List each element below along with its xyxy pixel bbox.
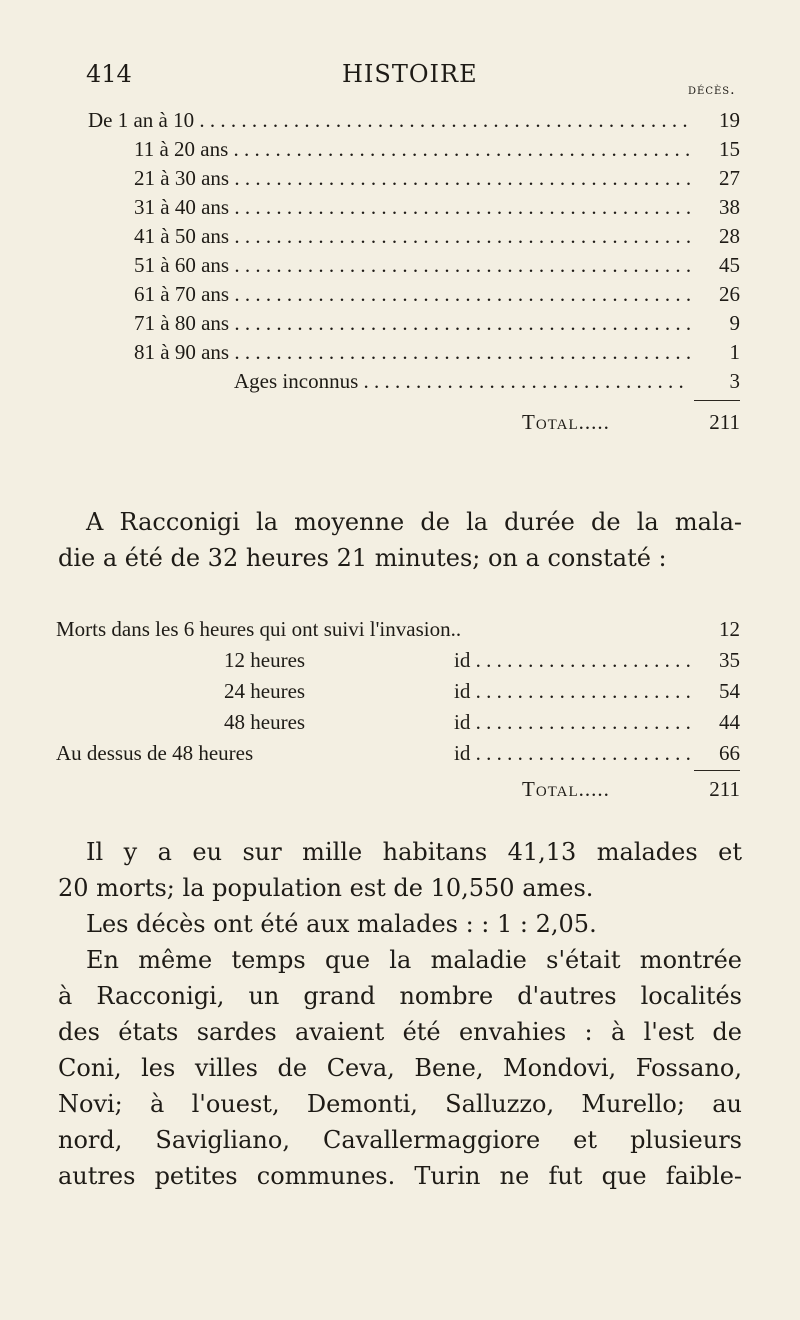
table-row: [0, 617, 800, 647]
age-range-label: 61 à 70 ans . . .: [134, 282, 690, 307]
total-row: [0, 410, 800, 440]
text-line: des états sardes avaient été envahies : à l'est de: [58, 1018, 742, 1046]
death-count: 3: [729, 369, 740, 393]
table-row: [0, 253, 800, 283]
total-label: Total.....: [522, 777, 610, 801]
text-line: nord, Savigliano, Cavallermaggiore et plusieurs: [58, 1126, 742, 1154]
table-row: [0, 679, 800, 709]
id-label: id . . .: [454, 648, 690, 673]
text-line: Coni, les villes de Ceva, Bene, Mondovi, Fossano,: [58, 1054, 742, 1082]
death-count: 44: [719, 710, 740, 734]
id-label: id . . .: [454, 741, 690, 766]
duration-label: 12 heures: [224, 648, 306, 672]
paragraph: [58, 906, 742, 942]
text-line: autres petites communes. Turin ne fut que faible-: [58, 1162, 742, 1190]
paragraph: [58, 834, 742, 906]
death-count: 66: [719, 741, 740, 765]
death-count: 27: [719, 166, 740, 190]
age-range-label: 21 à 30 ans . . .: [134, 166, 690, 191]
id-label: id . . .: [454, 710, 690, 735]
age-range-label: 51 à 60 ans . . .: [134, 253, 690, 278]
table-row: [0, 137, 800, 167]
age-range-label: 31 à 40 ans . . .: [134, 195, 690, 220]
death-count: 15: [719, 137, 740, 161]
death-count: 26: [719, 282, 740, 306]
death-count: 35: [719, 648, 740, 672]
duration-label: Morts dans les 6 heures qui ont suivi l'invasion..: [56, 617, 462, 641]
total-row: [0, 777, 800, 807]
table-row: [0, 369, 800, 399]
table-row: [0, 710, 800, 740]
total-value: 211: [709, 410, 740, 434]
duration-label: 48 heures: [224, 710, 306, 734]
table-row: [0, 340, 800, 370]
page-number: 414: [86, 60, 132, 88]
age-range-label: 71 à 80 ans . . .: [134, 311, 690, 336]
death-count: 9: [729, 311, 740, 335]
text-line: Les décès ont été aux malades : : 1 : 2,05.: [86, 910, 597, 938]
death-count: 54: [719, 679, 740, 703]
death-count: 28: [719, 224, 740, 248]
total-value: 211: [709, 777, 740, 801]
text-line: Il y a eu sur mille habitans 41,13 malades et: [86, 838, 742, 866]
text-line: Novi; à l'ouest, Demonti, Salluzzo, Murello; au: [58, 1090, 742, 1118]
age-range-label: Ages inconnus . . .: [234, 369, 690, 394]
age-range-label: 41 à 50 ans . . .: [134, 224, 690, 249]
death-count: 12: [719, 617, 740, 641]
age-range-label: De 1 an à 10 . . .: [88, 108, 690, 133]
text-line: A Racconigi la moyenne de la durée de la mala-: [86, 508, 742, 536]
table-row: [0, 282, 800, 312]
total-rule: [694, 400, 740, 401]
table-row: [0, 108, 800, 138]
running-head: HISTOIRE: [342, 60, 478, 88]
total-label: Total.....: [522, 410, 610, 434]
death-count: 19: [719, 108, 740, 132]
total-rule: [694, 770, 740, 771]
text-line: die a été de 32 heures 21 minutes; on a constaté :: [58, 544, 667, 572]
text-line: En même temps que la maladie s'était montrée: [86, 946, 742, 974]
death-count: 38: [719, 195, 740, 219]
death-count: 45: [719, 253, 740, 277]
table-row: [0, 166, 800, 196]
age-range-label: 81 à 90 ans . . .: [134, 340, 690, 365]
duration-label: Au dessus de 48 heures: [56, 741, 254, 765]
age-range-label: 11 à 20 ans . . .: [134, 137, 690, 162]
deaths-column-heading: décès.: [688, 82, 736, 98]
text-line: à Racconigi, un grand nombre d'autres localités: [58, 982, 742, 1010]
id-label: id . . .: [454, 679, 690, 704]
text-line: 20 morts; la population est de 10,550 ames.: [58, 874, 594, 902]
table-row: [0, 195, 800, 225]
death-count: 1: [729, 340, 740, 364]
table-row: [0, 224, 800, 254]
table-row: [0, 741, 800, 771]
page-header: [0, 60, 800, 100]
table-row: [0, 648, 800, 678]
table-row: [0, 311, 800, 341]
paragraph: [58, 504, 742, 576]
duration-label: 24 heures: [224, 679, 306, 703]
paragraph: [58, 942, 742, 1194]
